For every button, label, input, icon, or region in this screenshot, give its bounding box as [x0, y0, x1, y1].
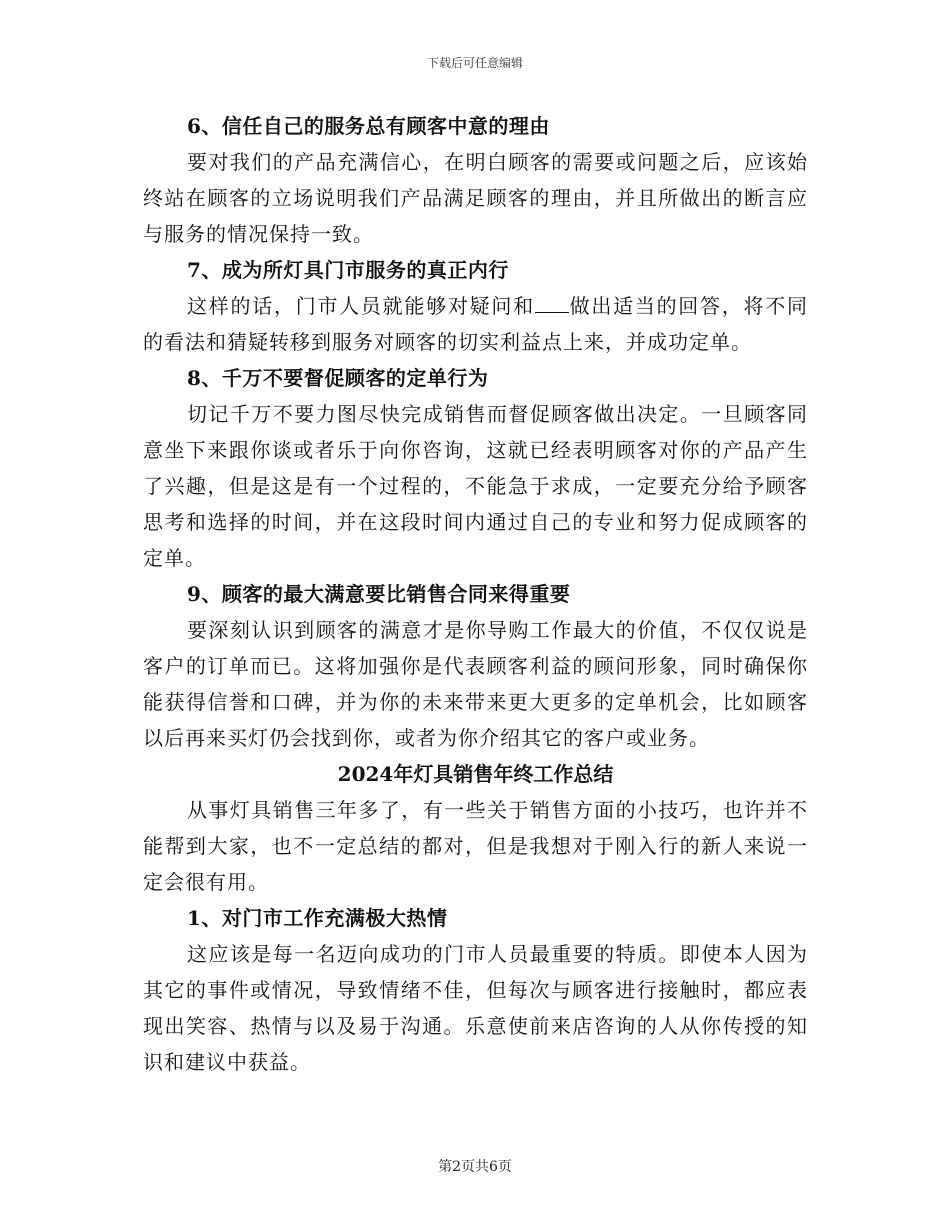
section-9-heading: 9、顾客的最大满意要比销售合同来得重要: [187, 582, 571, 606]
section-9-body: 要深刻认识到顾客的满意才是你导购工作最大的价值，不仅仅说是客户的订单而已。这将加强你是代表顾客利益的顾问形象，同时确保你能获得信誉和口碑，并为你的未来带来更大更多的定单机会，比如顾客以后再来买灯仍会找到你，或者为你介绍其它的客户或业务。: [143, 618, 808, 750]
section-8-heading: 8、千万不要督促顾客的定单行为: [187, 366, 489, 390]
section-6-body: 要对我们的产品充满信心，在明白顾客的需要或问题之后，应该始终站在顾客的立场说明我们产品满足顾客的理由，并且所做出的断言应与服务的情况保持一致。: [143, 150, 808, 246]
section-8-body: 切记千万不要力图尽快完成销售而督促顾客做出决定。一旦顾客同意坐下来跟你谈或者乐于向你咨询，这就已经表明顾客对你的产品产生了兴趣，但是这是有一个过程的，不能急于求成，一定要充分给予顾客思考和选择的时间，并在这段时间内通过自己的专业和努力促成顾客的定单。: [143, 402, 808, 570]
section-1-body: 这应该是每一名迈向成功的门市人员最重要的特质。即使本人因为其它的事件或情况，导致情绪不佳，但每次与顾客进行接触时，都应表现出笑容、热情与以及易于沟通。乐意使前来店咨询的人从你传授的知识和建议中获益。: [143, 942, 808, 1074]
section-7-body-part1: 这样的话，门市人员就能够对疑问和: [187, 294, 535, 318]
fill-in-blank: [535, 294, 569, 313]
page-footer: 第2页共6页: [438, 1159, 512, 1175]
section-7-heading: 7、成为所灯具门市服务的真正内行: [187, 258, 509, 282]
document-title: 2024年灯具销售年终工作总结: [337, 762, 614, 786]
section-1-heading: 1、对门市工作充满极大热情: [187, 906, 448, 930]
section-7-body: [143, 288, 808, 360]
section-7-body-part2: 做出适当的回答，将不同的看法和猜疑转移到服务对顾客的切实利益点上来，并成功定单。: [143, 294, 809, 354]
intro-paragraph: 从事灯具销售三年多了，有一些关于销售方面的小技巧，也许并不能帮到大家，也不一定总结的都对，但是我想对于刚入行的新人来说一定会很有用。: [143, 798, 808, 894]
section-6-heading: 6、信任自己的服务总有顾客中意的理由: [187, 114, 550, 138]
document-body: [143, 108, 808, 1080]
page-header: 下载后可任意编辑: [426, 56, 523, 70]
